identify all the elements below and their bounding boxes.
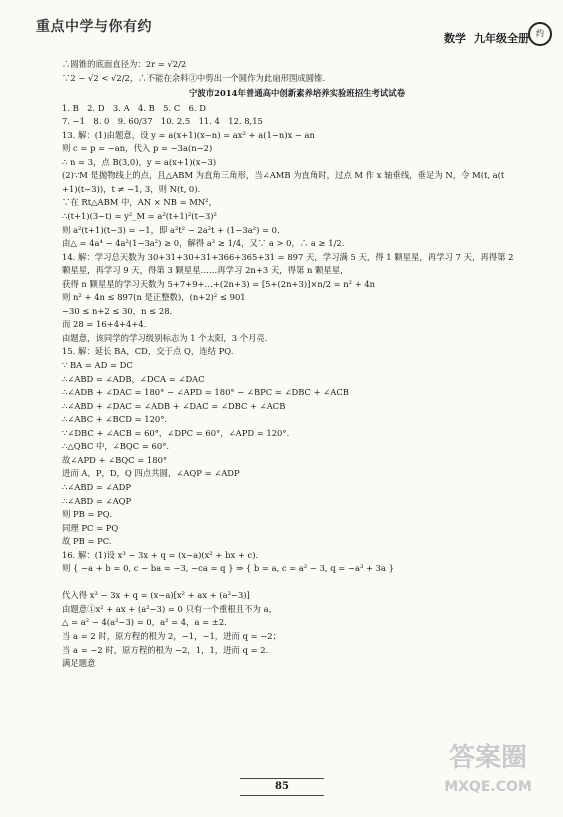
subject-label: 数学 [444,32,466,45]
text-line: +1)(t−3))，t ≠ −1, 3，则 N(t, 0). [62,183,201,194]
text-line: 14. 解：学习总天数为 30+31+30+31+366+365+31 = 897 天，学习满 5 天，得 1 颗星星，再学习 7 天，再得第 2 [62,251,514,262]
text-line: ∵∠DBC + ∠ACB = 60°，∠DPC = 60°，∠APD = 120°. [62,427,290,438]
text-line: 13. 解：(1)由题意，设 y = a(x+1)(x−n) = ax² + a(1−n)x − an [62,129,315,140]
text-line: ∴圆锥的底面直径为：2r = √2/2 [62,59,187,69]
text-line: 颗星星，再学习 9 天，得第 3 颗星星……再学习 2n+3 天，得第 n 颗星星， [62,265,349,276]
page-number: 85 [240,778,324,796]
text-line: 满足题意 [62,658,96,669]
page-header [0,0,563,52]
text-line: ∵2 − √2 < √2/2，∴不能在余料③中剪出一个圆作为此扇形围成圆锥. [62,72,326,83]
text-line: 则 a²(t+1)(t−3) = −1，即 a²t² − 2a²t + (1−3a²) = 0. [62,224,280,235]
watermark [428,740,548,816]
text-line: 则 n² + 4n ≤ 897(n 是正整数)，(n+2)² ≤ 901 [62,292,246,303]
text-line: 同理 PC = PQ [62,522,119,533]
text-line: ∴ n = 3，点 B(3,0)，y = a(x+1)(x−3) [62,156,217,167]
text-line: 代入得 x³ − 3x + q = (x−a)[x² + ax + (a²−3)] [62,590,250,601]
text-line: ∵在 Rt△ABM 中，AN × NB = MN²， [62,197,217,208]
text-line: 7. −1 8. 0 9. 60/37 10. 2.5 11. 4 12. 8,15 [62,116,263,127]
text-line: ∵ BA = AD = DC [62,360,133,371]
text-line: 获得 n 颗星星的学习天数为 5+7+9+…+(2n+3) = [5+(2n+3)]×n/2 = n² + 4n [62,278,376,289]
watermark-url: MXQE.COM [444,779,532,795]
text-line: ∴∠ABD = ∠ADB，∠DCA = ∠DAC [62,373,205,384]
text-line: ∴∠ABD = ∠AQP [62,495,132,506]
logo-icon: 约 [528,22,552,46]
text-line: 故∠APD + ∠BQC = 180° [62,454,168,465]
text-line: 由题意，该同学的学习级别标志为 1 个太阳，3 个月亮. [62,332,268,343]
text-line: 进而 A，P，D，Q 四点共圆，∠AQP = ∠ADP [62,468,240,479]
grade-label: 九年级全册 [474,32,529,45]
text-line: ∴(t+1)(3−t) = y²_M = a²(t+1)²(t−3)² [62,211,217,222]
text-line: 则 c = p = −an，代入 p = −3a(n−2) [62,143,213,154]
text-line: 则 { −a + b = 0, c − ba = −3, −ca = q } ⇒ { b = a, c = a² − 3, q = −a³ + 3a } [62,563,394,574]
text-line: ∴∠ABC + ∠BCD = 120°. [62,414,168,425]
text-line: −30 ≤ n+2 ≤ 30，n ≤ 28. [62,305,173,316]
text-line [62,576,532,590]
text-line: 而 28 = 16+4+4+4. [62,319,147,330]
text-line: 15. 解：延长 BA，CD，交于点 Q，连结 PQ. [62,346,234,357]
text-line: ∴∠ADB + ∠DAC = 180° − ∠APD = 180° − ∠BPC = ∠DBC + ∠ACB [62,387,349,398]
answer-content [62,58,532,671]
text-line: 则 PB = PQ. [62,509,112,520]
text-line: (2)∵M 是抛物线上的点，且△ABM 为直角三角形，当∠AMB 为直角时，过点 M 作 x 轴垂线，垂足为 N，令 M(t, a(t [62,170,505,181]
text-line: 由△ = 4a⁴ − 4a²(1−3a²) ≥ 0，解得 a² ≥ 1/4，又∵ a > 0，∴ a ≥ 1/2. [62,238,345,249]
text-line: 当 a = −2 时，原方程的根为 −2，1，1，进而 q = 2. [62,644,269,655]
text-line: 当 a = 2 时，原方程的根为 2，−1，−1，进而 q = −2； [62,630,282,641]
watermark-logo-text: 答案圈 [448,743,527,773]
text-line: 故 PB = PC. [62,536,112,547]
text-line: ∴△QBC 中，∠BQC = 60°. [62,441,170,452]
text-line: △ = a² − 4(a²−3) = 0，a² = 4，a = ±2. [62,617,227,628]
brand-title: 重点中学与你有约 [36,19,152,35]
text-line: 1. B 2. D 3. A 4. B 5. C 6. D [62,102,206,113]
text-line: ∴∠ABD + ∠DAC = ∠ADB + ∠DAC = ∠DBC + ∠ACB [62,400,286,411]
text-line: ∴∠ABD = ∠ADP [62,481,132,492]
section-heading: 宁波市2014年普通高中创新素养培养实验班招生考试试卷 [189,88,405,99]
text-line: 16. 解：(1)设 x³ − 3x + q = (x−a)(x² + bx + c). [62,549,259,560]
text-line: 由题意①x² + ax + (a²−3) = 0 只有一个重根且不为 a， [62,603,277,614]
